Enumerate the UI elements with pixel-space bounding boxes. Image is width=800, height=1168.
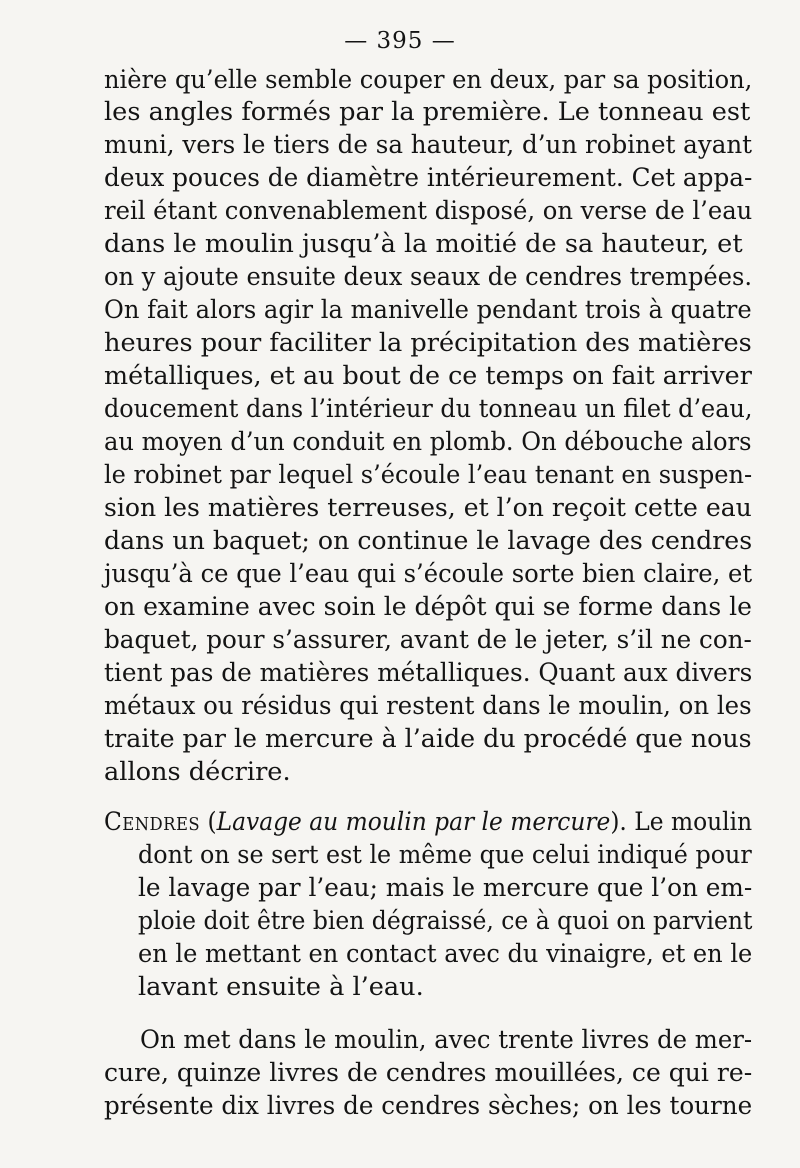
- text-line: ploie doit être bien dégraissé, ce à quoi on parvient: [138, 906, 753, 936]
- text-line: On fait alors agir la manivelle pendant trois à quatre: [104, 295, 752, 325]
- text-line: présente dix livres de cendres sèches; on les tourne: [104, 1091, 753, 1121]
- paren-open: (: [200, 807, 217, 837]
- text-line: traite par le mercure à l’aide du procédé que nous: [104, 724, 752, 754]
- text-line: On met dans le moulin, avec trente livres de mer-: [140, 1025, 753, 1055]
- text-line: dans un baquet; on continue le lavage des cendres: [104, 526, 753, 556]
- text-line: on examine avec soin le dépôt qui se forme dans le: [104, 592, 752, 622]
- text-line: nière qu’elle semble couper en deux, par sa position,: [104, 65, 753, 95]
- text-line: sion les matières terreuses, et l’on reçoit cette eau: [104, 493, 752, 523]
- section-subtitle: Lavage au moulin par le mercure: [216, 807, 611, 837]
- text-line: doucement dans l’intérieur du tonneau un filet d’eau,: [104, 394, 753, 424]
- text-line: les angles formés par la première. Le tonneau est: [104, 97, 751, 127]
- text-line: jusqu’à ce que l’eau qui s’écoule sorte bien claire, et: [104, 559, 753, 589]
- text-line: le robinet par lequel s’écoule l’eau tenant en suspen-: [104, 460, 753, 490]
- text-line: dont on se sert est le même que celui indiqué pour: [138, 840, 752, 870]
- text-line: allons décrire.: [104, 757, 291, 787]
- text-line: dans le moulin jusqu’à la moitié de sa hauteur, et: [104, 229, 743, 259]
- text-line: cure, quinze livres de cendres mouillées, ce qui re-: [104, 1058, 753, 1088]
- page-number: — 395 —: [344, 28, 456, 54]
- text-line: on y ajoute ensuite deux seaux de cendres trempées.: [104, 262, 752, 292]
- text-line: deux pouces de diamètre intérieurement. Cet appa-: [104, 163, 753, 193]
- text-line: métaux ou résidus qui restent dans le moulin, on les: [104, 691, 752, 721]
- text-line: muni, vers le tiers de sa hauteur, d’un robinet ayant: [104, 130, 753, 160]
- section-heading-line: [104, 806, 752, 838]
- text-line: lavant ensuite à l’eau.: [138, 972, 424, 1002]
- text-line: au moyen d’un conduit en plomb. On débouche alors: [104, 427, 752, 457]
- text-line: en le mettant en contact avec du vinaigre, et en le: [138, 939, 753, 969]
- text-line: reil étant convenablement disposé, on verse de l’eau: [104, 196, 753, 226]
- text-line: le lavage par l’eau; mais le mercure que l’on em-: [138, 873, 753, 903]
- text-line: métalliques, et au bout de ce temps on fait arriver: [104, 361, 752, 391]
- text-line: heures pour faciliter la précipitation des matières: [104, 328, 752, 358]
- text-line: baquet, pour s’assurer, avant de le jeter, s’il ne con-: [104, 625, 752, 655]
- text-line: tient pas de matières métalliques. Quant aux divers: [104, 658, 753, 688]
- text-fragment: ). Le moulin: [610, 807, 753, 837]
- section-heading: Cendres: [104, 807, 201, 837]
